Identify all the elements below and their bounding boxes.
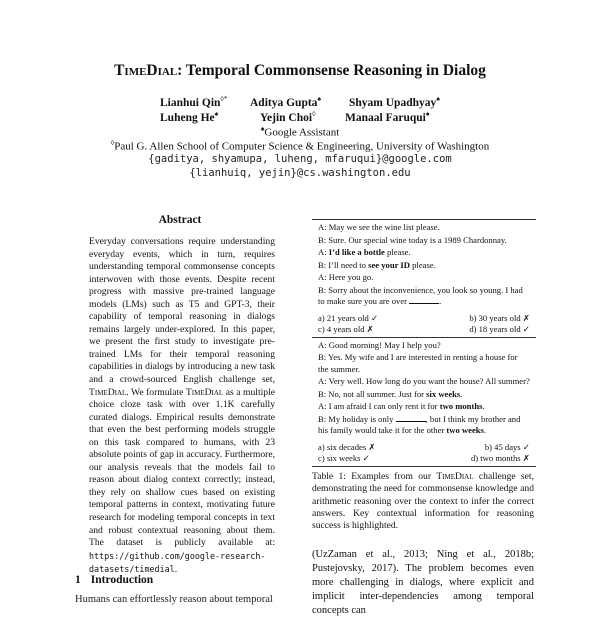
dataset-name: TimeDial	[89, 386, 127, 398]
answer-option: d) two months ✗	[470, 452, 530, 463]
answer-option: b) 45 days ✓	[484, 441, 530, 452]
section-title: Introduction	[90, 574, 154, 586]
dialog-turn-with-blank: B: My holiday is only , but I think my brother and his family would take it for the other two weeks.	[318, 413, 521, 435]
dialog-example-2	[312, 338, 536, 440]
abstract-body	[89, 236, 275, 577]
affiliation-mark: ♠	[425, 110, 430, 118]
cloze-blank	[396, 414, 426, 422]
affiliation-google	[0, 125, 600, 139]
right-column-paragraph: (UzZaman et al., 2013; Ning et al., 2018b; Pustejovsky, 2017). The problem becomes even more challenging in dialogs, where explicit and implicit inter-dependencies among temporal concepts can	[312, 549, 534, 616]
affiliation-mark: ♠	[317, 95, 322, 103]
answer-option: c) six weeks ✓	[318, 452, 370, 463]
dataset-name: TimeDial	[185, 386, 224, 398]
dialog-turn: A: Here you go.	[318, 272, 374, 283]
author-1	[160, 95, 227, 109]
table-1	[312, 219, 536, 467]
author-2	[250, 95, 321, 109]
author-6	[345, 110, 430, 124]
section-number: 1	[75, 574, 81, 586]
answer-options-2	[312, 440, 536, 466]
paper-title	[0, 62, 600, 80]
cloze-blank	[409, 296, 439, 304]
affiliation-mark: ♠	[260, 125, 265, 133]
dataset-name: TimeDial	[436, 471, 474, 482]
affiliation-name: Google Assistant	[264, 126, 340, 139]
author-name: Lianhui Qin	[160, 96, 221, 109]
caption-text: Table 1: Examples from our	[312, 471, 437, 482]
abstract-heading: Abstract	[158, 214, 202, 226]
author-name: Luheng He	[160, 111, 215, 124]
affiliation-mark: ◊*	[220, 95, 228, 103]
author-name: Manaal Faruqui	[345, 111, 426, 124]
author-3	[349, 95, 440, 109]
author-name: Shyam Upadhyay	[349, 96, 437, 109]
author-name: Yejin Choi	[260, 111, 313, 124]
title-rest: : Temporal Commonsense Reasoning in Dialog	[177, 62, 486, 79]
dialog-turn: B: Sure. Our special wine today is a 1989 Chardonnay.	[318, 234, 507, 245]
dialog-turn: A: Good morning! May I help you?	[318, 339, 441, 350]
dialog-turn: A: I’d like a bottle please.	[318, 247, 411, 258]
affiliation-mark: ◊	[312, 110, 316, 118]
author-4	[160, 110, 218, 124]
dialog-turn: B: Yes. My wife and I are interested in renting a house for the summer.	[318, 352, 518, 374]
dialog-turn-with-blank: B: Sorry about the inconvenience, you look so young. I had to make sure you are over .	[318, 284, 523, 307]
dialog-turn: A: May we see the wine list please.	[318, 222, 440, 232]
table-caption	[312, 471, 534, 532]
abstract-text: Everyday conversations require understanding everyday events, which in turn, requires understanding temporal commonsense concepts interwoven with those events. Despite recent progress with massive pre-trained language models (LMs) such as T5 and GPT-3, their capability of temporal reasoning in dialogs remains largely under-explored. In this paper, we present the first study to investigate pre-trained LMs for their temporal reasoning capabilities in dialogs by introducing a new task and a crowd-sourced English challenge set,	[89, 236, 275, 386]
email-line-2: {lianhuiq, yejin}@cs.washington.edu	[189, 167, 411, 179]
email-line-1: {gaditya, shyamupa, luheng, mfaruqui}@google.com	[148, 153, 452, 165]
title-dataset-name: TimeDial	[114, 62, 178, 79]
affiliation-name: Paul G. Allen School of Computer Science & Engineering, University of Washington	[114, 140, 490, 153]
section-heading	[75, 574, 153, 586]
answer-options-1	[312, 311, 536, 337]
affiliation-mark: ♠	[436, 95, 440, 103]
affiliation-uw	[0, 139, 600, 153]
abstract-text: . We formulate	[126, 386, 186, 398]
intro-first-line: Humans can effortlessly reason about temporal	[75, 594, 273, 605]
caption-text: challenge set, demonstrating the need for commonsense knowledge and arithmetic reasoning over the context to infer the correct answers. Key contextual information for reasoning success is highlighted.	[312, 471, 534, 532]
affiliation-mark: ♠	[214, 110, 219, 118]
dataset-url-link[interactable]: https://github.com/google-research-datasets/timedial	[89, 550, 266, 575]
dialog-turn: B: I’ll need to see your ID please.	[318, 259, 436, 270]
dialog-turn: B: No, not all summer. Just for six weeks.	[318, 388, 463, 399]
answer-option: a) 21 years old ✓	[318, 312, 379, 323]
answer-option: c) 4 years old ✗	[318, 323, 374, 334]
answer-option: a) six decades ✗	[318, 441, 376, 452]
answer-option: d) 18 years old ✓	[469, 323, 530, 334]
abstract-text: as a multiple choice cloze task with over 1.1K carefully curated dialogs. Empirical results demonstrate that even the best performing models struggle on this task compared to humans, with 23 absolute points of gap in accuracy. Furthermore, our analysis reveals that the models fail to reason about dialog context correctly; instead, they rely on shallow cues based on existing temporal patterns in context, motivating future research for modeling temporal concepts in text and robust contextual reasoning about them. The dataset is publicly available at:	[89, 386, 275, 549]
author-5	[260, 110, 316, 124]
dialog-turn: A: Very well. How long do you want the house? All summer?	[318, 376, 530, 387]
abstract-text: .	[174, 564, 178, 576]
dialog-turn: A: I am afraid I can only rent it for two months.	[318, 401, 485, 412]
affiliation-mark: ◊	[110, 139, 115, 147]
table-bottom-rule	[312, 466, 536, 467]
answer-option: b) 30 years old ✗	[469, 312, 530, 323]
author-name: Aditya Gupta	[250, 96, 318, 109]
dialog-example-1	[312, 220, 536, 311]
